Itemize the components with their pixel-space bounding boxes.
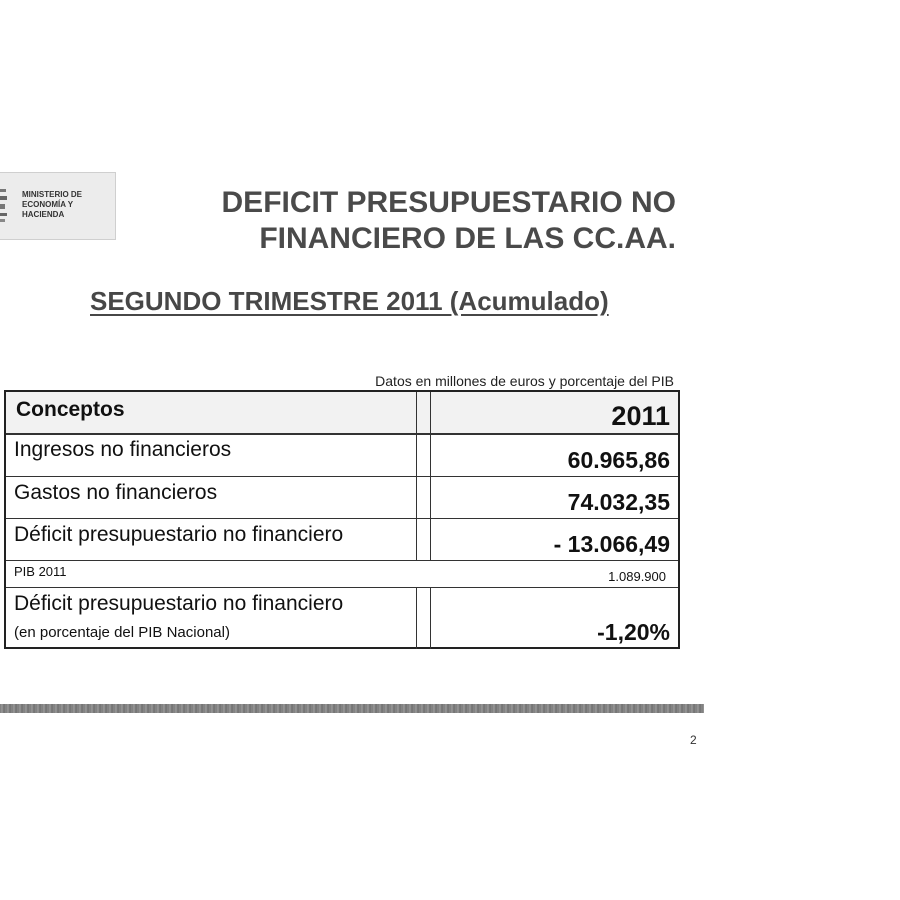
row-divider [6,560,678,561]
page-number: 2 [690,733,697,747]
units-note: Datos en millones de euros y porcentaje del PIB [375,373,674,389]
row-concept-gastos: Gastos no financieros [14,481,218,504]
header-year: 2011 [611,401,670,431]
row-concept-pib: PIB 2011 [14,564,67,579]
row-value-pib: 1.089.900 [608,569,666,584]
row-concept-ingresos: Ingresos no financieros [14,438,232,461]
page-title-line1: DEFICIT PRESUPUESTARIO NO [221,186,676,219]
deficit-table [4,390,680,649]
row-value-deficit: - 13.066,49 [553,531,670,557]
footer-divider [0,704,704,713]
row-divider [6,476,678,477]
ministry-logo [0,172,116,240]
page-title-line2: FINANCIERO DE LAS CC.AA. [259,222,676,255]
header-concepts: Conceptos [16,398,125,421]
ministry-name-line: ECONOMÍA Y [22,200,74,209]
ministry-name-line: HACIENDA [22,210,65,219]
row-divider [6,433,678,435]
row-value-gastos: 74.032,35 [567,489,670,515]
row-divider [6,587,678,588]
row-value-pct: -1,20% [597,619,670,645]
row-concept-pct-line1: Déficit presupuestario no financiero [14,592,344,615]
row-concept-pct-line2: (en porcentaje del PIB Nacional) [14,624,230,641]
coat-of-arms-icon [0,189,9,223]
row-concept-deficit: Déficit presupuestario no financiero [14,523,344,546]
page-title [200,185,676,257]
ministry-name [22,190,82,220]
row-value-ingresos: 60.965,86 [567,447,670,473]
page-subtitle: SEGUNDO TRIMESTRE 2011 (Acumulado) [90,286,609,316]
row-divider [6,518,678,519]
column-separator [416,587,417,649]
column-separator [430,587,431,649]
ministry-name-line: MINISTERIO DE [22,190,83,199]
